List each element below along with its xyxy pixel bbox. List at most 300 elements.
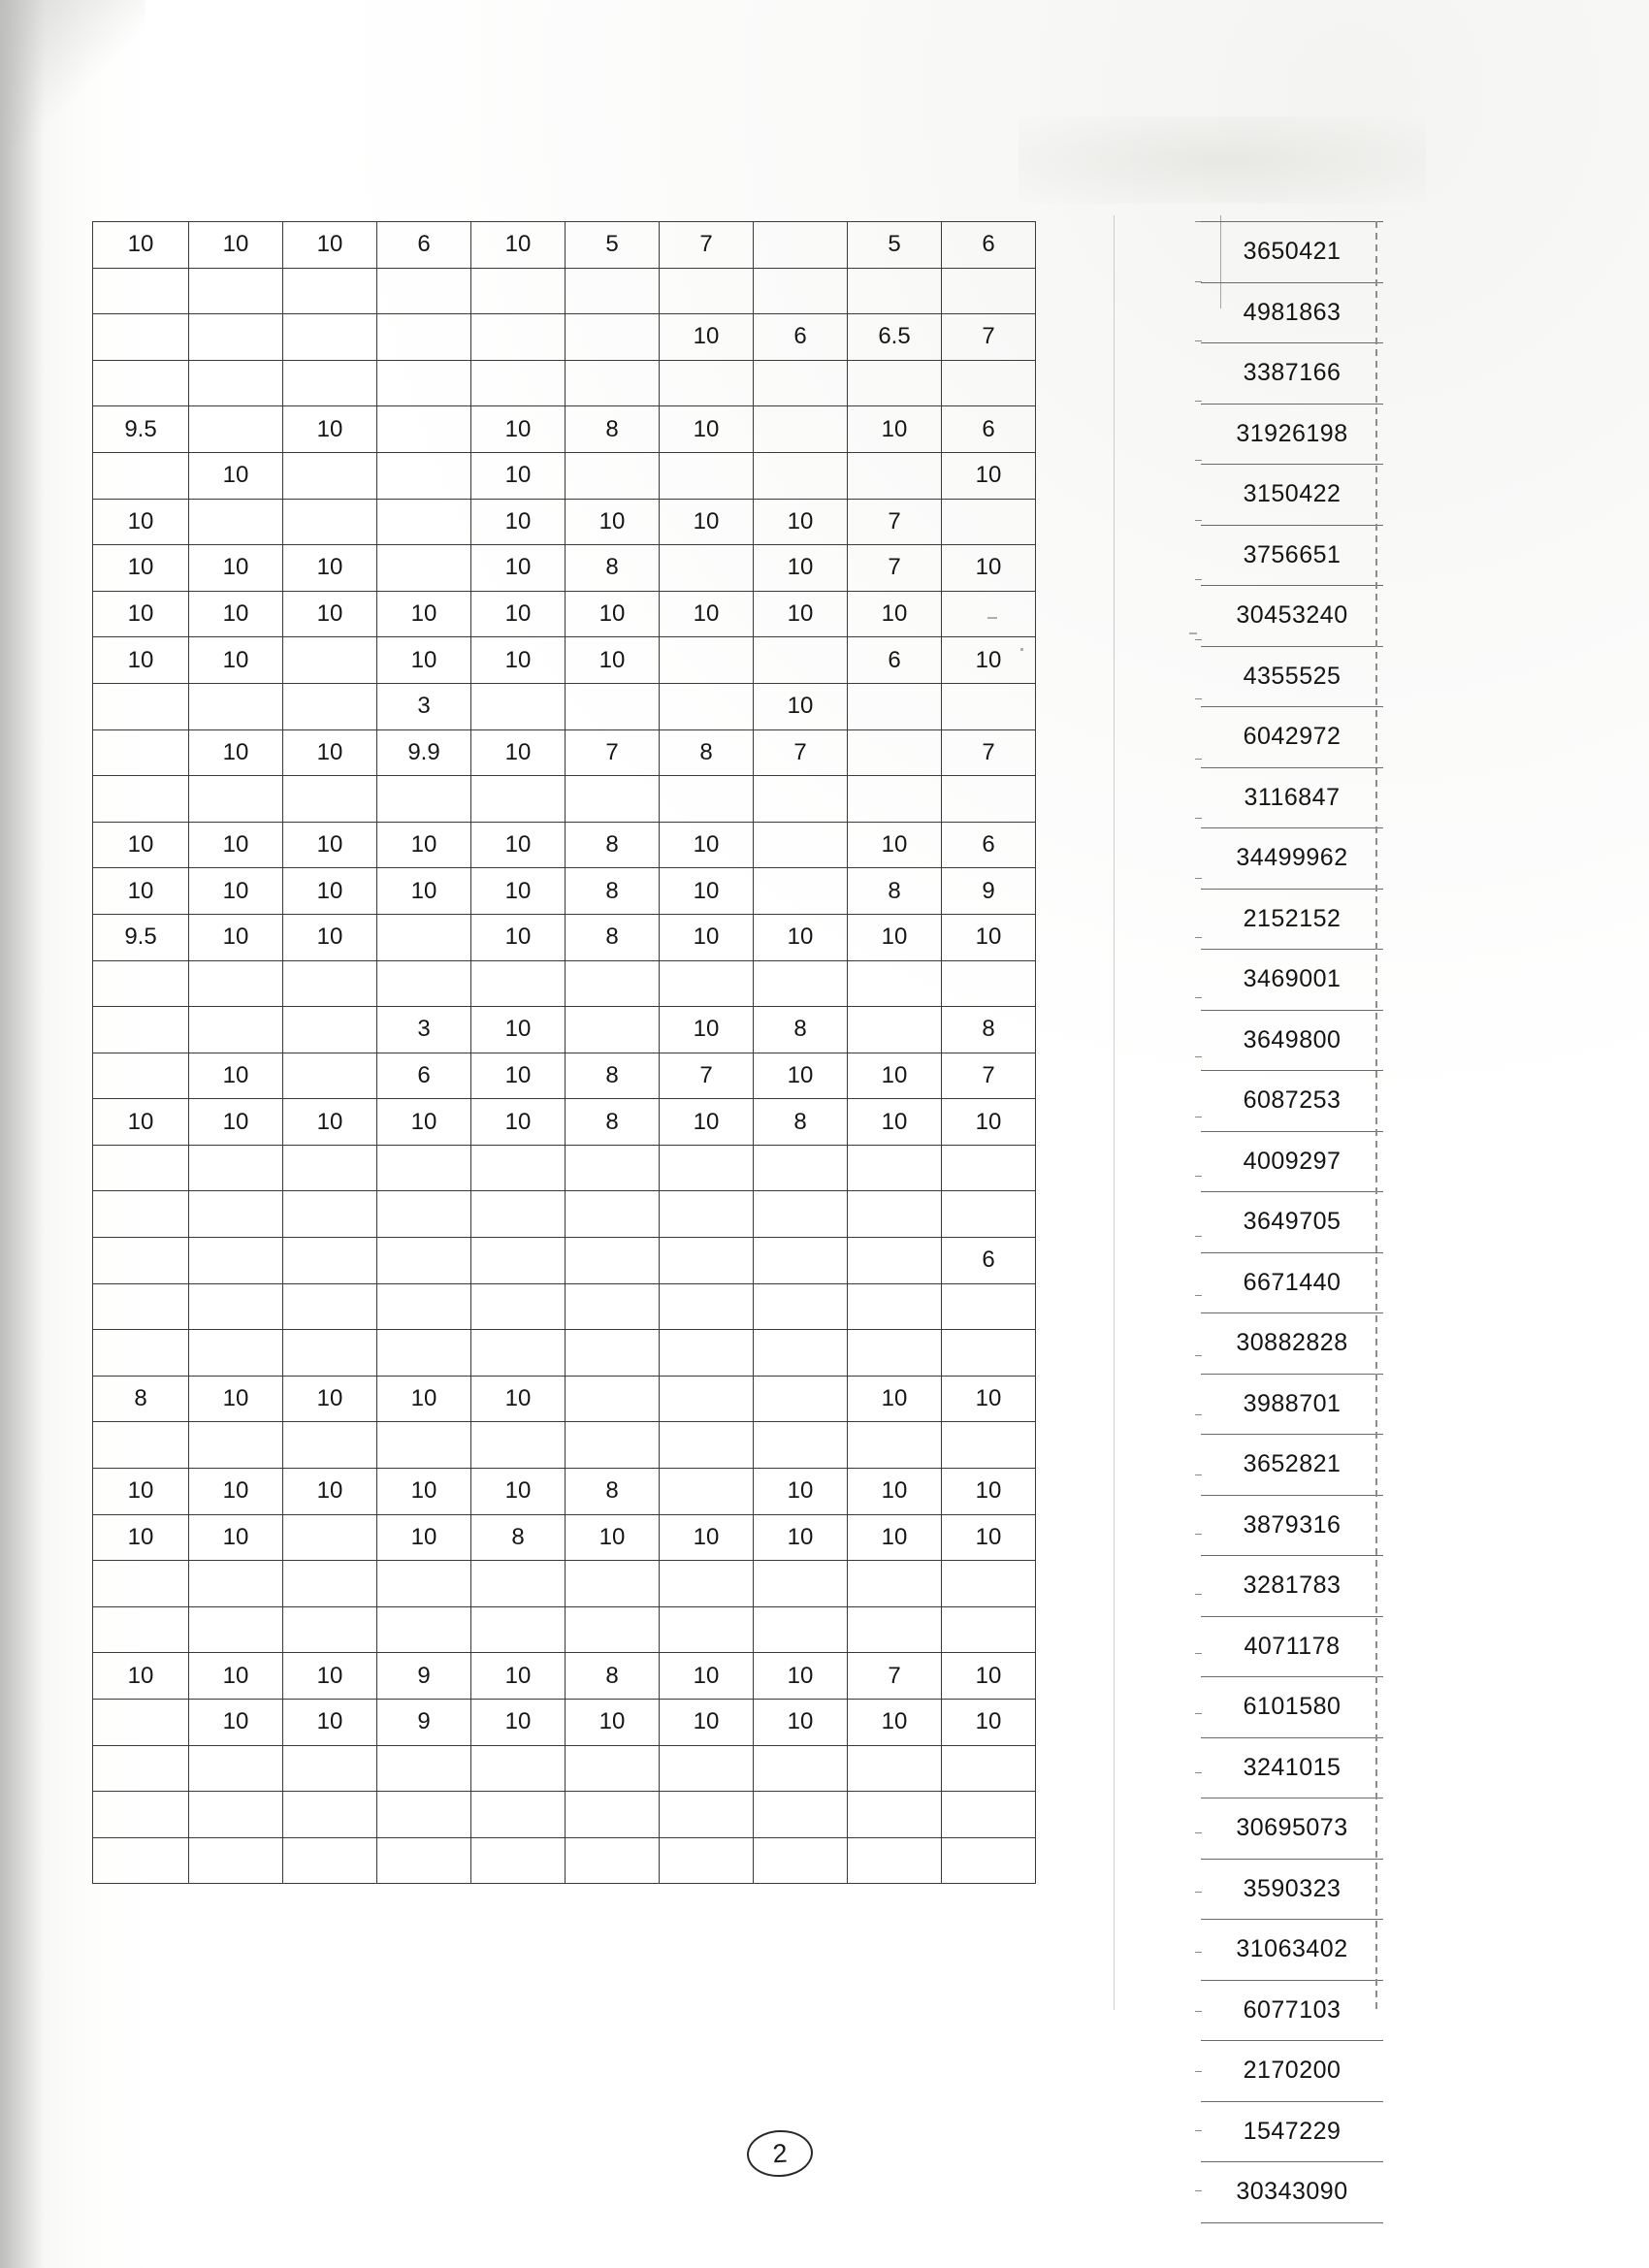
id-row	[1201, 2041, 1383, 2102]
grid-cell	[660, 960, 754, 1007]
grid-cell: 9.5	[93, 406, 189, 453]
id-cell: 3649800	[1201, 1010, 1383, 1071]
grid-cell	[848, 1745, 942, 1792]
grid-cell	[377, 406, 471, 453]
id-row	[1201, 767, 1383, 828]
grid-cell: 10	[848, 1700, 942, 1746]
id-cell: 31063402	[1201, 1920, 1383, 1981]
grid-cell: 9	[377, 1700, 471, 1746]
grid-cell	[566, 452, 660, 499]
id-cell: 34499962	[1201, 828, 1383, 890]
id-cell: 30882828	[1201, 1313, 1383, 1375]
grid-cell	[189, 1837, 283, 1884]
grid-cell	[660, 1469, 754, 1515]
grid-cell	[660, 1145, 754, 1191]
grid-cell	[283, 1053, 377, 1099]
grid-cell	[660, 1837, 754, 1884]
table-row	[93, 545, 1036, 592]
table-row	[93, 1191, 1036, 1238]
table-row	[93, 406, 1036, 453]
table-row	[93, 729, 1036, 776]
id-cell: 30343090	[1201, 2162, 1383, 2223]
grid-cell: 10	[189, 1653, 283, 1700]
grid-cell	[471, 683, 566, 729]
grid-cell: 10	[471, 1653, 566, 1700]
grid-cell	[566, 1283, 660, 1330]
grid-cell: 10	[283, 222, 377, 269]
grid-cell	[93, 1053, 189, 1099]
grid-cell	[566, 1145, 660, 1191]
grid-cell: 10	[660, 914, 754, 960]
grid-cell: 10	[848, 1514, 942, 1561]
grid-cell: 10	[566, 591, 660, 637]
table-row	[93, 1837, 1036, 1884]
grid-cell: 8	[566, 1099, 660, 1146]
grid-cell: 10	[848, 1053, 942, 1099]
grid-cell	[189, 1792, 283, 1838]
id-row	[1201, 586, 1383, 647]
grid-cell: 8	[942, 1007, 1036, 1053]
grid-cell: 10	[377, 1376, 471, 1422]
grid-cell	[283, 1514, 377, 1561]
grid-cell	[848, 1191, 942, 1238]
id-row	[1201, 282, 1383, 343]
table-row	[93, 1700, 1036, 1746]
grid-cell: 10	[93, 1099, 189, 1146]
grid-cell	[660, 545, 754, 592]
grid-cell	[754, 776, 848, 823]
grid-cell	[283, 960, 377, 1007]
grid-cell: 10	[471, 591, 566, 637]
grid-cell: 10	[189, 1514, 283, 1561]
grid-cell: 10	[189, 591, 283, 637]
id-row	[1201, 1192, 1383, 1253]
grid-cell	[848, 1422, 942, 1469]
grid-cell: 10	[283, 545, 377, 592]
table-row	[93, 1330, 1036, 1377]
grid-cell: 10	[660, 1700, 754, 1746]
table-row	[93, 1007, 1036, 1053]
grid-cell: 6	[942, 1238, 1036, 1284]
table-row	[93, 1745, 1036, 1792]
grid-cell: 8	[566, 1053, 660, 1099]
grid-cell	[377, 1745, 471, 1792]
grid-cell: 10	[471, 545, 566, 592]
table-row	[93, 1238, 1036, 1284]
table-row	[93, 1099, 1036, 1146]
grid-cell: 10	[754, 545, 848, 592]
grid-cell: 7	[848, 499, 942, 545]
grid-cell: 10	[848, 822, 942, 868]
grid-cell: 7	[754, 729, 848, 776]
grid-cell: 7	[660, 222, 754, 269]
grid-cell	[754, 1837, 848, 1884]
grid-cell	[283, 1145, 377, 1191]
id-cell: 4071178	[1201, 1616, 1383, 1677]
grid-cell: 10	[660, 591, 754, 637]
grid-cell	[189, 499, 283, 545]
grid-cell	[283, 314, 377, 361]
table-row	[93, 314, 1036, 361]
grid-cell: 8	[566, 822, 660, 868]
grid-cell	[848, 452, 942, 499]
grid-cell	[754, 637, 848, 684]
grid-cell	[471, 268, 566, 314]
id-row	[1201, 1677, 1383, 1738]
grid-cell	[93, 960, 189, 1007]
grid-cell	[754, 452, 848, 499]
table-row	[93, 1283, 1036, 1330]
grid-cell	[471, 1422, 566, 1469]
grid-cell	[377, 776, 471, 823]
table-row	[93, 914, 1036, 960]
grid-cell	[93, 1700, 189, 1746]
grid-cell	[93, 1606, 189, 1653]
page-left-shadow	[0, 0, 45, 2268]
id-row	[1201, 404, 1383, 465]
id-row	[1201, 1556, 1383, 1617]
grid-cell: 10	[93, 1469, 189, 1515]
grid-cell: 10	[471, 1007, 566, 1053]
grid-cell: 7	[942, 729, 1036, 776]
grid-cell: 10	[942, 1514, 1036, 1561]
id-row	[1201, 1010, 1383, 1071]
grid-cell	[754, 1422, 848, 1469]
grid-cell: 7	[660, 1053, 754, 1099]
score-grid-table	[92, 221, 1036, 1884]
grid-cell: 10	[754, 1700, 848, 1746]
id-cell: 4009297	[1201, 1131, 1383, 1192]
grid-cell	[660, 1238, 754, 1284]
grid-cell	[283, 1283, 377, 1330]
grid-cell: 10	[189, 1376, 283, 1422]
grid-cell	[848, 776, 942, 823]
grid-cell	[189, 1330, 283, 1377]
grid-cell	[471, 360, 566, 406]
id-cell: 3150422	[1201, 465, 1383, 526]
grid-cell	[566, 1330, 660, 1377]
grid-cell	[660, 452, 754, 499]
id-row	[1201, 646, 1383, 707]
id-cell: 4981863	[1201, 282, 1383, 343]
grid-cell: 10	[471, 868, 566, 915]
grid-cell	[660, 1191, 754, 1238]
grid-cell: 10	[942, 1700, 1036, 1746]
grid-cell: 10	[189, 637, 283, 684]
grid-cell: 10	[283, 1376, 377, 1422]
grid-cell	[377, 499, 471, 545]
grid-cell: 10	[283, 914, 377, 960]
grid-cell: 8	[566, 868, 660, 915]
id-row	[1201, 1313, 1383, 1375]
grid-cell	[942, 1330, 1036, 1377]
table-row	[93, 1145, 1036, 1191]
grid-cell: 10	[942, 545, 1036, 592]
grid-cell	[377, 1606, 471, 1653]
id-row	[1201, 1495, 1383, 1556]
grid-cell	[566, 1191, 660, 1238]
id-cell: 6077103	[1201, 1980, 1383, 2041]
grid-cell	[660, 1606, 754, 1653]
grid-cell	[377, 1145, 471, 1191]
grid-cell: 10	[471, 637, 566, 684]
grid-cell	[848, 268, 942, 314]
id-row	[1201, 2101, 1383, 2162]
grid-cell	[660, 1792, 754, 1838]
grid-cell	[754, 1191, 848, 1238]
grid-cell: 10	[660, 868, 754, 915]
grid-cell	[93, 360, 189, 406]
grid-cell: 7	[848, 1653, 942, 1700]
table-row	[93, 452, 1036, 499]
grid-cell: 5	[566, 222, 660, 269]
grid-cell	[189, 360, 283, 406]
table-row	[93, 868, 1036, 915]
grid-cell	[754, 868, 848, 915]
grid-cell: 10	[377, 637, 471, 684]
grid-cell: 10	[848, 1469, 942, 1515]
grid-cell	[189, 314, 283, 361]
grid-cell	[471, 1745, 566, 1792]
table-row	[93, 1053, 1036, 1099]
table-row	[93, 960, 1036, 1007]
id-cell: 3241015	[1201, 1737, 1383, 1798]
grid-cell	[942, 1837, 1036, 1884]
grid-cell	[942, 683, 1036, 729]
grid-cell	[471, 776, 566, 823]
grid-cell: 10	[189, 222, 283, 269]
grid-cell	[283, 499, 377, 545]
grid-cell: 10	[189, 545, 283, 592]
page-number-badge: 2	[746, 2128, 814, 2178]
id-cell: 6087253	[1201, 1071, 1383, 1132]
grid-cell	[754, 1238, 848, 1284]
grid-cell: 8	[566, 545, 660, 592]
grid-cell	[848, 1145, 942, 1191]
grid-cell	[660, 360, 754, 406]
grid-cell: 10	[471, 1053, 566, 1099]
grid-cell: 10	[471, 1469, 566, 1515]
grid-cell	[377, 545, 471, 592]
grid-cell	[377, 1422, 471, 1469]
grid-cell	[566, 960, 660, 1007]
grid-cell: 10	[848, 591, 942, 637]
id-row	[1201, 828, 1383, 890]
grid-cell	[471, 1283, 566, 1330]
grid-cell: 10	[471, 1376, 566, 1422]
grid-cell	[93, 1330, 189, 1377]
grid-cell: 10	[848, 1099, 942, 1146]
grid-cell	[754, 1376, 848, 1422]
id-row	[1201, 525, 1383, 586]
id-cell: 4355525	[1201, 646, 1383, 707]
grid-cell	[660, 1745, 754, 1792]
grid-cell	[566, 1007, 660, 1053]
scan-artifact-line	[1114, 215, 1115, 2010]
grid-cell	[377, 1837, 471, 1884]
grid-cell: 10	[471, 499, 566, 545]
grid-cell	[566, 683, 660, 729]
id-row	[1201, 1435, 1383, 1496]
grid-cell	[754, 222, 848, 269]
grid-cell	[283, 1238, 377, 1284]
grid-cell: 10	[471, 1700, 566, 1746]
grid-cell: 6	[942, 822, 1036, 868]
grid-cell: 10	[660, 499, 754, 545]
grid-cell	[754, 960, 848, 1007]
grid-cell	[283, 360, 377, 406]
id-cell: 31926198	[1201, 404, 1383, 465]
id-cell: 2152152	[1201, 889, 1383, 950]
grid-cell: 9	[377, 1653, 471, 1700]
table-row	[93, 499, 1036, 545]
grid-cell	[93, 1745, 189, 1792]
grid-cell: 10	[754, 914, 848, 960]
id-cell: 3649705	[1201, 1192, 1383, 1253]
grid-cell: 10	[283, 1099, 377, 1146]
grid-cell	[189, 1422, 283, 1469]
table-row	[93, 222, 1036, 269]
grid-cell: 10	[566, 1700, 660, 1746]
grid-cell: 7	[566, 729, 660, 776]
grid-cell	[566, 360, 660, 406]
id-row	[1201, 343, 1383, 405]
grid-cell	[848, 1330, 942, 1377]
grid-cell	[189, 1745, 283, 1792]
id-row	[1201, 1252, 1383, 1313]
grid-cell: 10	[283, 868, 377, 915]
grid-cell	[93, 452, 189, 499]
grid-cell	[848, 1837, 942, 1884]
grid-cell	[283, 776, 377, 823]
grid-cell: 10	[283, 729, 377, 776]
grid-cell	[377, 1191, 471, 1238]
grid-cell	[471, 1238, 566, 1284]
grid-cell: 10	[283, 1653, 377, 1700]
grid-cell: 10	[283, 1469, 377, 1515]
grid-cell: 10	[660, 406, 754, 453]
grid-cell: 8	[660, 729, 754, 776]
grid-cell	[93, 1561, 189, 1607]
grid-cell	[189, 1561, 283, 1607]
grid-cell: 10	[848, 1376, 942, 1422]
grid-cell	[471, 1606, 566, 1653]
grid-cell: 10	[942, 452, 1036, 499]
grid-cell: 10	[754, 1053, 848, 1099]
grid-cell: 10	[283, 406, 377, 453]
id-cell: 30453240	[1201, 586, 1383, 647]
id-cell: 3652821	[1201, 1435, 1383, 1496]
grid-cell	[754, 1145, 848, 1191]
grid-cell	[93, 776, 189, 823]
grid-cell	[377, 360, 471, 406]
grid-cell	[283, 683, 377, 729]
grid-cell	[283, 268, 377, 314]
grid-cell	[660, 1561, 754, 1607]
grid-cell: 6	[754, 314, 848, 361]
grid-cell	[754, 1606, 848, 1653]
id-row	[1201, 707, 1383, 768]
grid-cell: 10	[471, 914, 566, 960]
grid-cell	[942, 1283, 1036, 1330]
grid-cell: 3	[377, 683, 471, 729]
grid-cell: 10	[660, 1007, 754, 1053]
table-row	[93, 1469, 1036, 1515]
id-row	[1201, 1859, 1383, 1920]
grid-cell: 10	[93, 499, 189, 545]
grid-cell	[377, 914, 471, 960]
grid-cell	[471, 1561, 566, 1607]
grid-cell: 10	[471, 822, 566, 868]
table-row	[93, 1514, 1036, 1561]
grid-cell: 10	[189, 1700, 283, 1746]
grid-cell	[566, 1561, 660, 1607]
grid-cell	[93, 683, 189, 729]
grid-cell	[942, 268, 1036, 314]
grid-cell	[848, 1283, 942, 1330]
table-row	[93, 683, 1036, 729]
grid-cell	[660, 1376, 754, 1422]
grid-cell	[189, 268, 283, 314]
grid-cell	[377, 1283, 471, 1330]
grid-cell	[93, 268, 189, 314]
grid-cell	[660, 1330, 754, 1377]
grid-cell	[942, 1561, 1036, 1607]
stray-mark-1	[1189, 632, 1197, 634]
grid-cell	[283, 1837, 377, 1884]
table-row	[93, 1792, 1036, 1838]
grid-cell: 9.9	[377, 729, 471, 776]
grid-cell: 10	[471, 222, 566, 269]
grid-cell	[283, 1007, 377, 1053]
grid-cell	[377, 1238, 471, 1284]
grid-cell: 7	[942, 314, 1036, 361]
grid-cell: 10	[377, 822, 471, 868]
table-row	[93, 1376, 1036, 1422]
grid-cell: 10	[754, 683, 848, 729]
grid-cell: 10	[189, 822, 283, 868]
grid-cell	[566, 776, 660, 823]
grid-cell	[660, 1283, 754, 1330]
grid-cell: 10	[942, 914, 1036, 960]
grid-cell	[283, 1422, 377, 1469]
grid-cell	[566, 314, 660, 361]
grid-cell: 6	[377, 222, 471, 269]
grid-cell	[377, 1330, 471, 1377]
grid-cell: 10	[754, 499, 848, 545]
id-row	[1201, 1980, 1383, 2041]
grid-cell	[660, 637, 754, 684]
grid-cell	[283, 1792, 377, 1838]
grid-cell	[189, 776, 283, 823]
grid-cell	[848, 1238, 942, 1284]
grid-cell	[471, 960, 566, 1007]
grid-cell	[93, 1007, 189, 1053]
grid-cell: 10	[377, 1469, 471, 1515]
id-cell: 1547229	[1201, 2101, 1383, 2162]
grid-cell: 9.5	[93, 914, 189, 960]
grid-cell	[471, 1837, 566, 1884]
grid-cell	[189, 683, 283, 729]
grid-cell: 10	[660, 1653, 754, 1700]
table-row	[93, 1606, 1036, 1653]
id-row	[1201, 1131, 1383, 1192]
grid-cell: 10	[377, 868, 471, 915]
grid-cell: 10	[471, 729, 566, 776]
grid-cell	[93, 729, 189, 776]
grid-cell: 5	[848, 222, 942, 269]
grid-cell: 10	[942, 1099, 1036, 1146]
